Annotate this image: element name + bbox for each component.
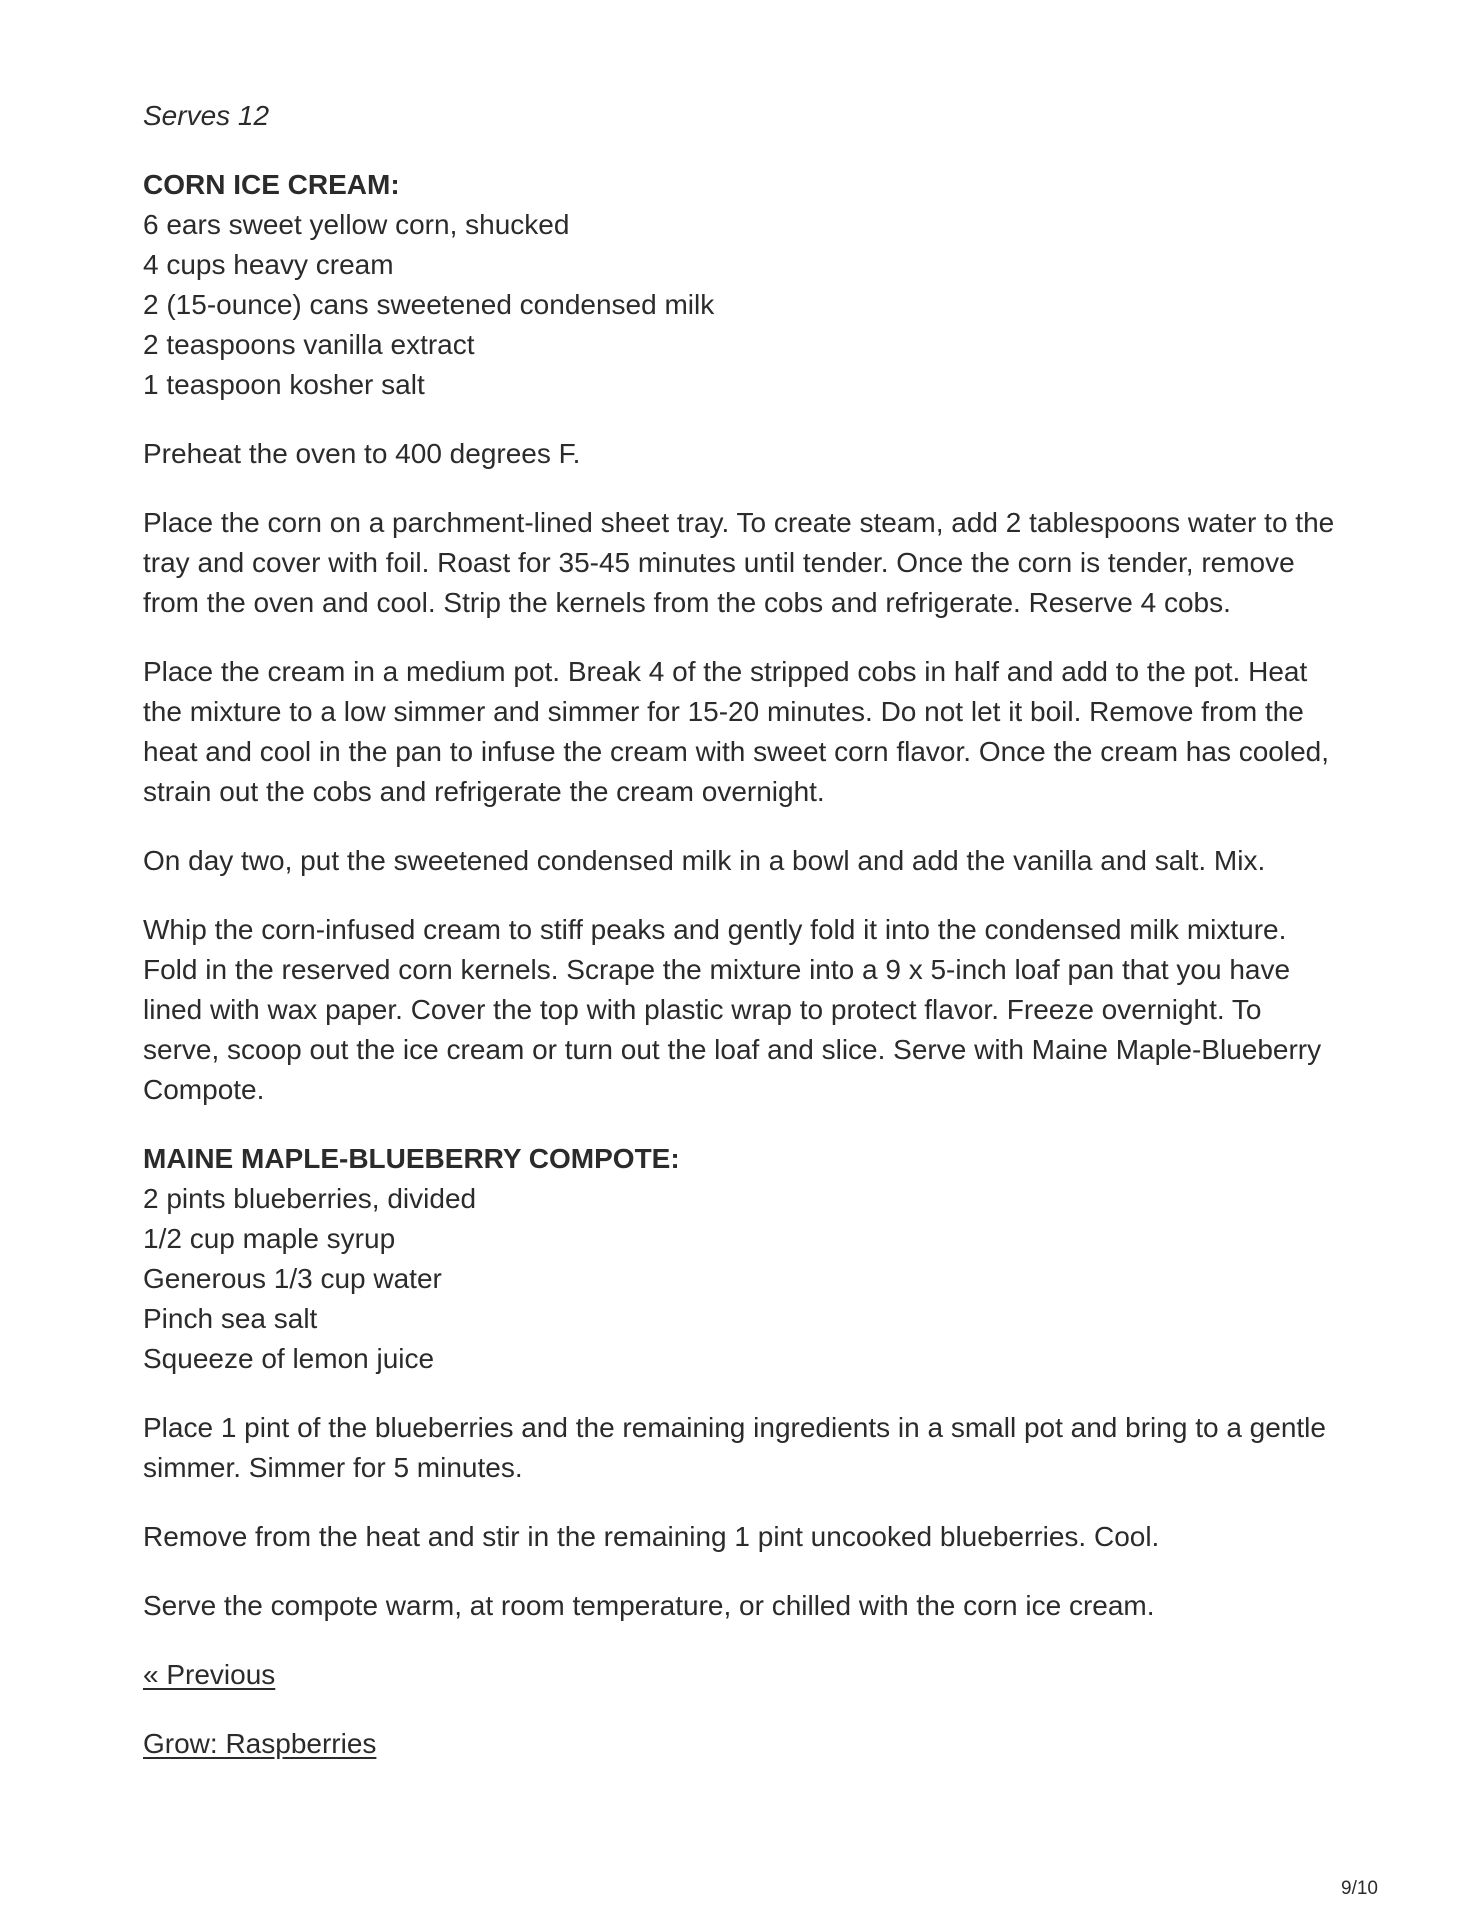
compote-heading: MAINE MAPLE-BLUEBERRY COMPOTE:	[143, 1143, 680, 1174]
compote-ingredient-list	[143, 1179, 1343, 1379]
instruction-step: Place 1 pint of the blueberries and the remaining ingredients in a small pot and bring to a gentle simmer. Simmer for 5 minutes.	[143, 1412, 1326, 1483]
instruction-step: Serve the compote warm, at room temperature, or chilled with the corn ice cream.	[143, 1590, 1155, 1621]
next-post-link[interactable]: Grow: Raspberries	[143, 1728, 377, 1759]
ingredient-item: 2 (15-ounce) cans sweetened condensed milk	[143, 289, 715, 320]
corn-ice-cream-heading: CORN ICE CREAM:	[143, 169, 400, 200]
corn-ice-cream-ingredient-list	[143, 205, 1343, 405]
serves-note: Serves 12	[143, 100, 270, 131]
ingredient-item: Generous 1/3 cup water	[143, 1263, 442, 1294]
instruction-step: Place the cream in a medium pot. Break 4 of the stripped cobs in half and add to the pot. Heat the mixture to a low simmer and simmer for 15-20 minutes. Do not let it boil. Remove from the heat and cool in the pan to infuse the cream with sweet corn flavor. Once the cream has cooled, strain out the cobs and refrigerate the cream overnight.	[143, 656, 1330, 807]
ingredient-item: 2 pints blueberries, divided	[143, 1183, 477, 1214]
instruction-step: On day two, put the sweetened condensed milk in a bowl and add the vanilla and salt. Mix.	[143, 845, 1266, 876]
page-number: 9/10	[1341, 1878, 1378, 1899]
ingredient-item: Pinch sea salt	[143, 1303, 318, 1334]
ingredient-item: Squeeze of lemon juice	[143, 1343, 435, 1374]
previous-link[interactable]: « Previous	[143, 1659, 276, 1690]
ingredient-item: 1/2 cup maple syrup	[143, 1223, 396, 1254]
recipe-page	[143, 96, 1343, 1793]
instruction-step: Whip the corn-infused cream to stiff peaks and gently fold it into the condensed milk mixture. Fold in the reserved corn kernels. Scrape the mixture into a 9 x 5-inch loaf pan that you have lined with wax paper. Cover the top with plastic wrap to protect flavor. Freeze overnight. To serve, scoop out the ice cream or turn out the loaf and slice. Serve with Maine Maple-Blueberry Compote.	[143, 914, 1322, 1105]
ingredient-item: 1 teaspoon kosher salt	[143, 369, 425, 400]
ingredient-item: 4 cups heavy cream	[143, 249, 394, 280]
instruction-step: Place the corn on a parchment-lined sheet tray. To create steam, add 2 tablespoons water to the tray and cover with foil. Roast for 35-45 minutes until tender. Once the corn is tender, remove from the oven and cool. Strip the kernels from the cobs and refrigerate. Reserve 4 cobs.	[143, 507, 1335, 618]
instruction-step: Remove from the heat and stir in the remaining 1 pint uncooked blueberries. Cool.	[143, 1521, 1160, 1552]
instruction-step: Preheat the oven to 400 degrees F.	[143, 438, 581, 469]
ingredient-item: 6 ears sweet yellow corn, shucked	[143, 209, 570, 240]
ingredient-item: 2 teaspoons vanilla extract	[143, 329, 475, 360]
